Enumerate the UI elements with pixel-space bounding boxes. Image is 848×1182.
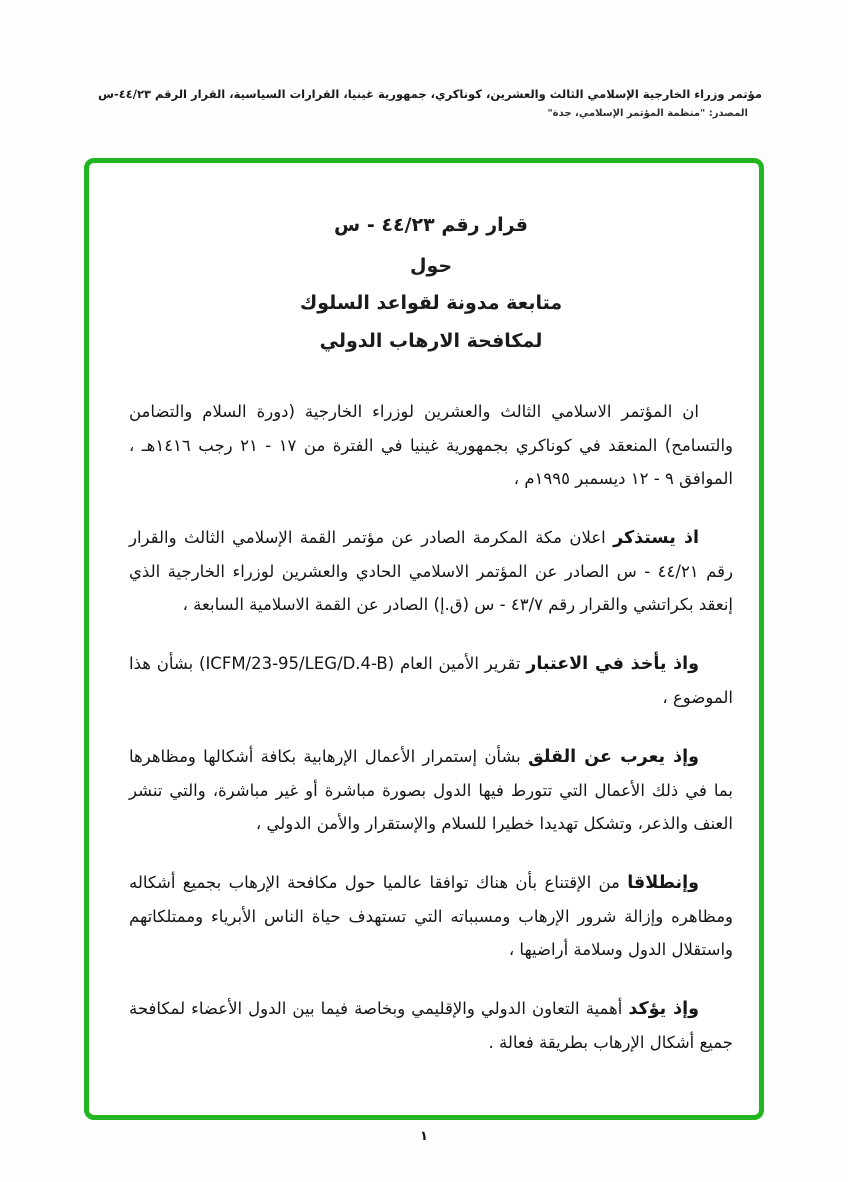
paragraph-lead: اذ يستذكر — [613, 527, 699, 548]
header-citation: مؤتمر وزراء الخارجية الإسلامي الثالث والعشرين، كوناكري، جمهورية غينيا، القرارات السياسية، القرار الرقم ٤٤/٢٣-س — [98, 87, 762, 101]
paragraph-taking-into-account — [129, 647, 733, 714]
header-source: المصدر: "منظمة المؤتمر الإسلامي، جدة" — [547, 108, 748, 120]
paragraph-lead: واذ يأخذ في الاعتبار — [526, 653, 699, 674]
paragraph-proceeding-from — [129, 866, 733, 966]
paragraph-preamble — [129, 395, 733, 495]
paragraph-text: اعلان مكة المكرمة الصادر عن مؤتمر القمة الإسلامي الثالث والقرار رقم ٤٤/٢١ - س الصادر عن المؤتمر الاسلامي الحادي والعشرين لوزراء الخارجية الذي إنعقد بكراتشي والقرار رقم ٤٣/٧ - س (ق.إ) الصادر عن القمة الاسلامية السابعة ، — [129, 527, 733, 614]
paragraph-text: من الإقتناع بأن هناك توافقا عالميا حول مكافحة الإرهاب بجميع أشكاله ومظاهره وإزالة شرور الإرهاب ومسبباته التي تستهدف حياة الناس الأبرياء وممتلكاتهم واستقلال الدول وسلامة أراضيها ، — [129, 872, 733, 959]
paragraph-text: أهمية التعاون الدولي والإقليمي وبخاصة فيما بين الدول الأعضاء لمكافحة جميع أشكال الإرهاب بطريقة فعالة . — [129, 998, 733, 1052]
paragraph-lead: وإذ يؤكد — [628, 998, 699, 1019]
resolution-subject-line1: متابعة مدونة لقواعد السلوك — [299, 292, 563, 315]
document-body — [89, 163, 759, 1115]
paragraph-affirming — [129, 992, 733, 1059]
paragraph-text: ان المؤتمر الاسلامي الثالث والعشرين لوزراء الخارجية (دورة السلام والتضامن والتسامح) المنعقد في كوناكري بجمهورية غينيا في الفترة من ١٧ - ٢١ رجب ١٤١٦هـ ، الموافق ٩ - ١٢ ديسمبر ١٩٩٥م ، — [129, 401, 734, 488]
paragraph-lead: وإذ يعرب عن القلق — [528, 746, 699, 767]
resolution-subject-line2: لمكافحة الارهاب الدولي — [319, 329, 543, 352]
paragraph-recalling — [129, 521, 733, 621]
paragraph-lead: وإنطلاقا — [627, 872, 699, 893]
resolution-title-block — [129, 213, 733, 355]
paragraph-expressing-concern — [129, 740, 733, 840]
highlight-border-box — [84, 158, 764, 1120]
paragraph-text: تقرير الأمين العام (ICFM/23-95/LEG/D.4-B) بشأن هذا الموضوع ، — [129, 653, 733, 707]
paragraph-text: بشأن إستمرار الأعمال الإرهابية بكافة أشكالها ومظاهرها بما في ذلك الأعمال التي تتورط فيها الدول بصورة مباشرة أو غير مباشرة، والتي تنشر العنف والذعر، وتشكل تهديدا خطيرا للسلام والإستقرار والأمن الدولي ، — [129, 746, 733, 833]
document-header — [98, 86, 762, 119]
resolution-number: قرار رقم ٤٤/٢٣ - س — [334, 214, 528, 236]
resolution-title-about: حول — [409, 254, 453, 277]
page-number: ١ — [420, 1129, 428, 1144]
